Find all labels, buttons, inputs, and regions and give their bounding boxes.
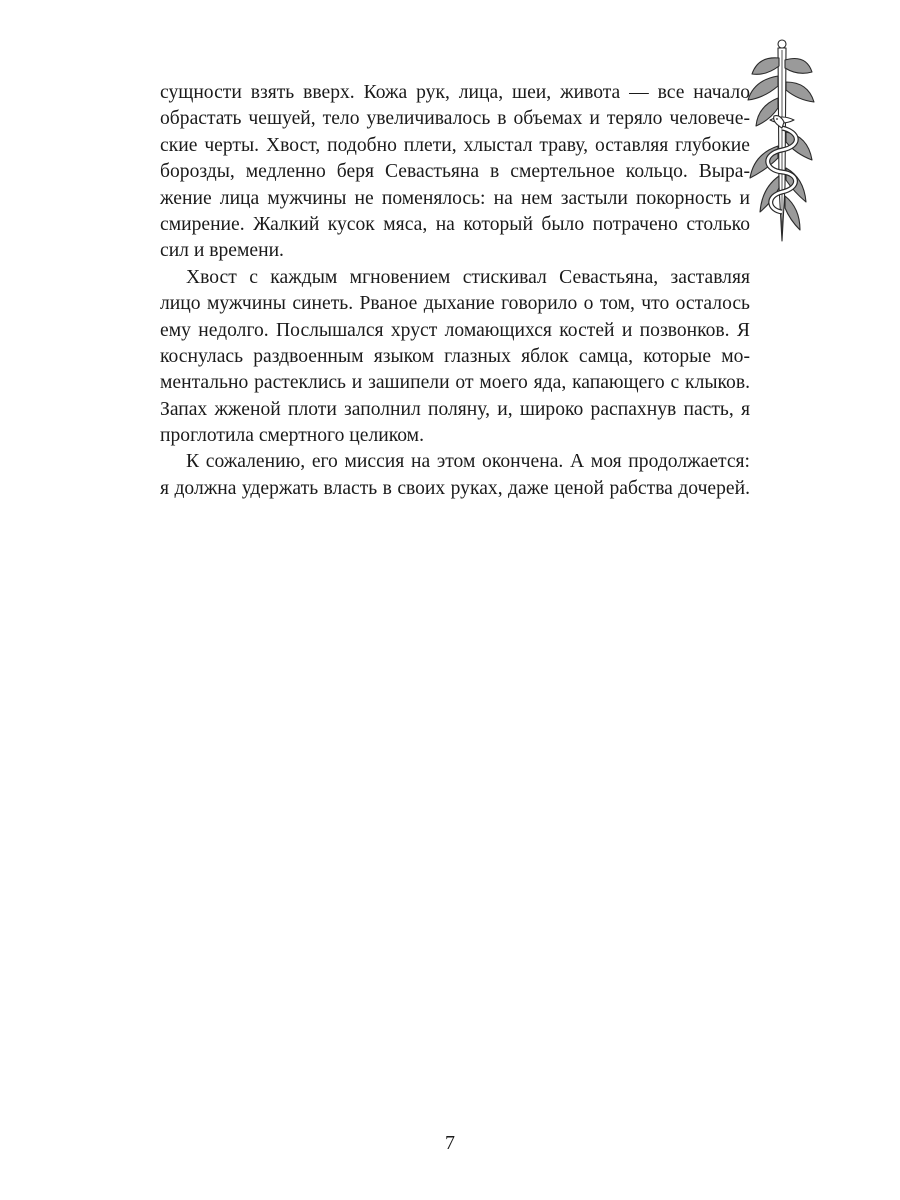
text-line: борозды, медленно беря Севастьяна в смертельное кольцо. Выра- <box>160 161 750 183</box>
text-line: ские черты. Хвост, подобно плети, хлыстал траву, оставляя глубокие <box>160 134 750 156</box>
text-line: ментально растеклись и зашипели от моего яда, капающего с клыков. <box>160 372 750 394</box>
paragraph-1 <box>160 80 750 265</box>
text-line: обрастать чешуей, тело увеличивалось в объемах и теряло человече- <box>160 108 750 130</box>
text-line: я должна удержать власть в своих руках, даже ценой рабства дочерей. <box>160 477 750 499</box>
text-line: Запах жженой плоти заполнил поляну, и, широко распахнув пасть, я <box>160 398 750 420</box>
page-number: 7 <box>445 1132 455 1154</box>
dagger-serpent-ornament-icon <box>744 36 816 250</box>
text-line: смирение. Жалкий кусок мяса, на который было потрачено столько <box>160 213 750 235</box>
text-line: лицо мужчины синеть. Рваное дыхание говорило о том, что осталось <box>160 293 750 315</box>
text-line: коснулась раздвоенным языком глазных яблок самца, которые мо- <box>160 345 750 367</box>
text-line: жение лица мужчины не поменялось: на нем застыли покорность и <box>160 187 750 209</box>
paragraph-2 <box>160 265 750 450</box>
text-line: ему недолго. Послышался хруст ломающихся костей и позвонков. Я <box>160 319 750 341</box>
text-line: К сожалению, его миссия на этом окончена. А моя продолжается: <box>186 451 750 473</box>
body-text <box>160 80 750 502</box>
paragraph-3 <box>160 449 750 502</box>
text-line: проглотила смертного целиком. <box>160 425 424 447</box>
text-line: Хвост с каждым мгновением стискивал Севастьяна, заставляя <box>186 266 750 288</box>
text-line: сил и времени. <box>160 240 284 262</box>
text-line: сущности взять вверх. Кожа рук, лица, шеи, живота — все начало <box>160 82 750 103</box>
